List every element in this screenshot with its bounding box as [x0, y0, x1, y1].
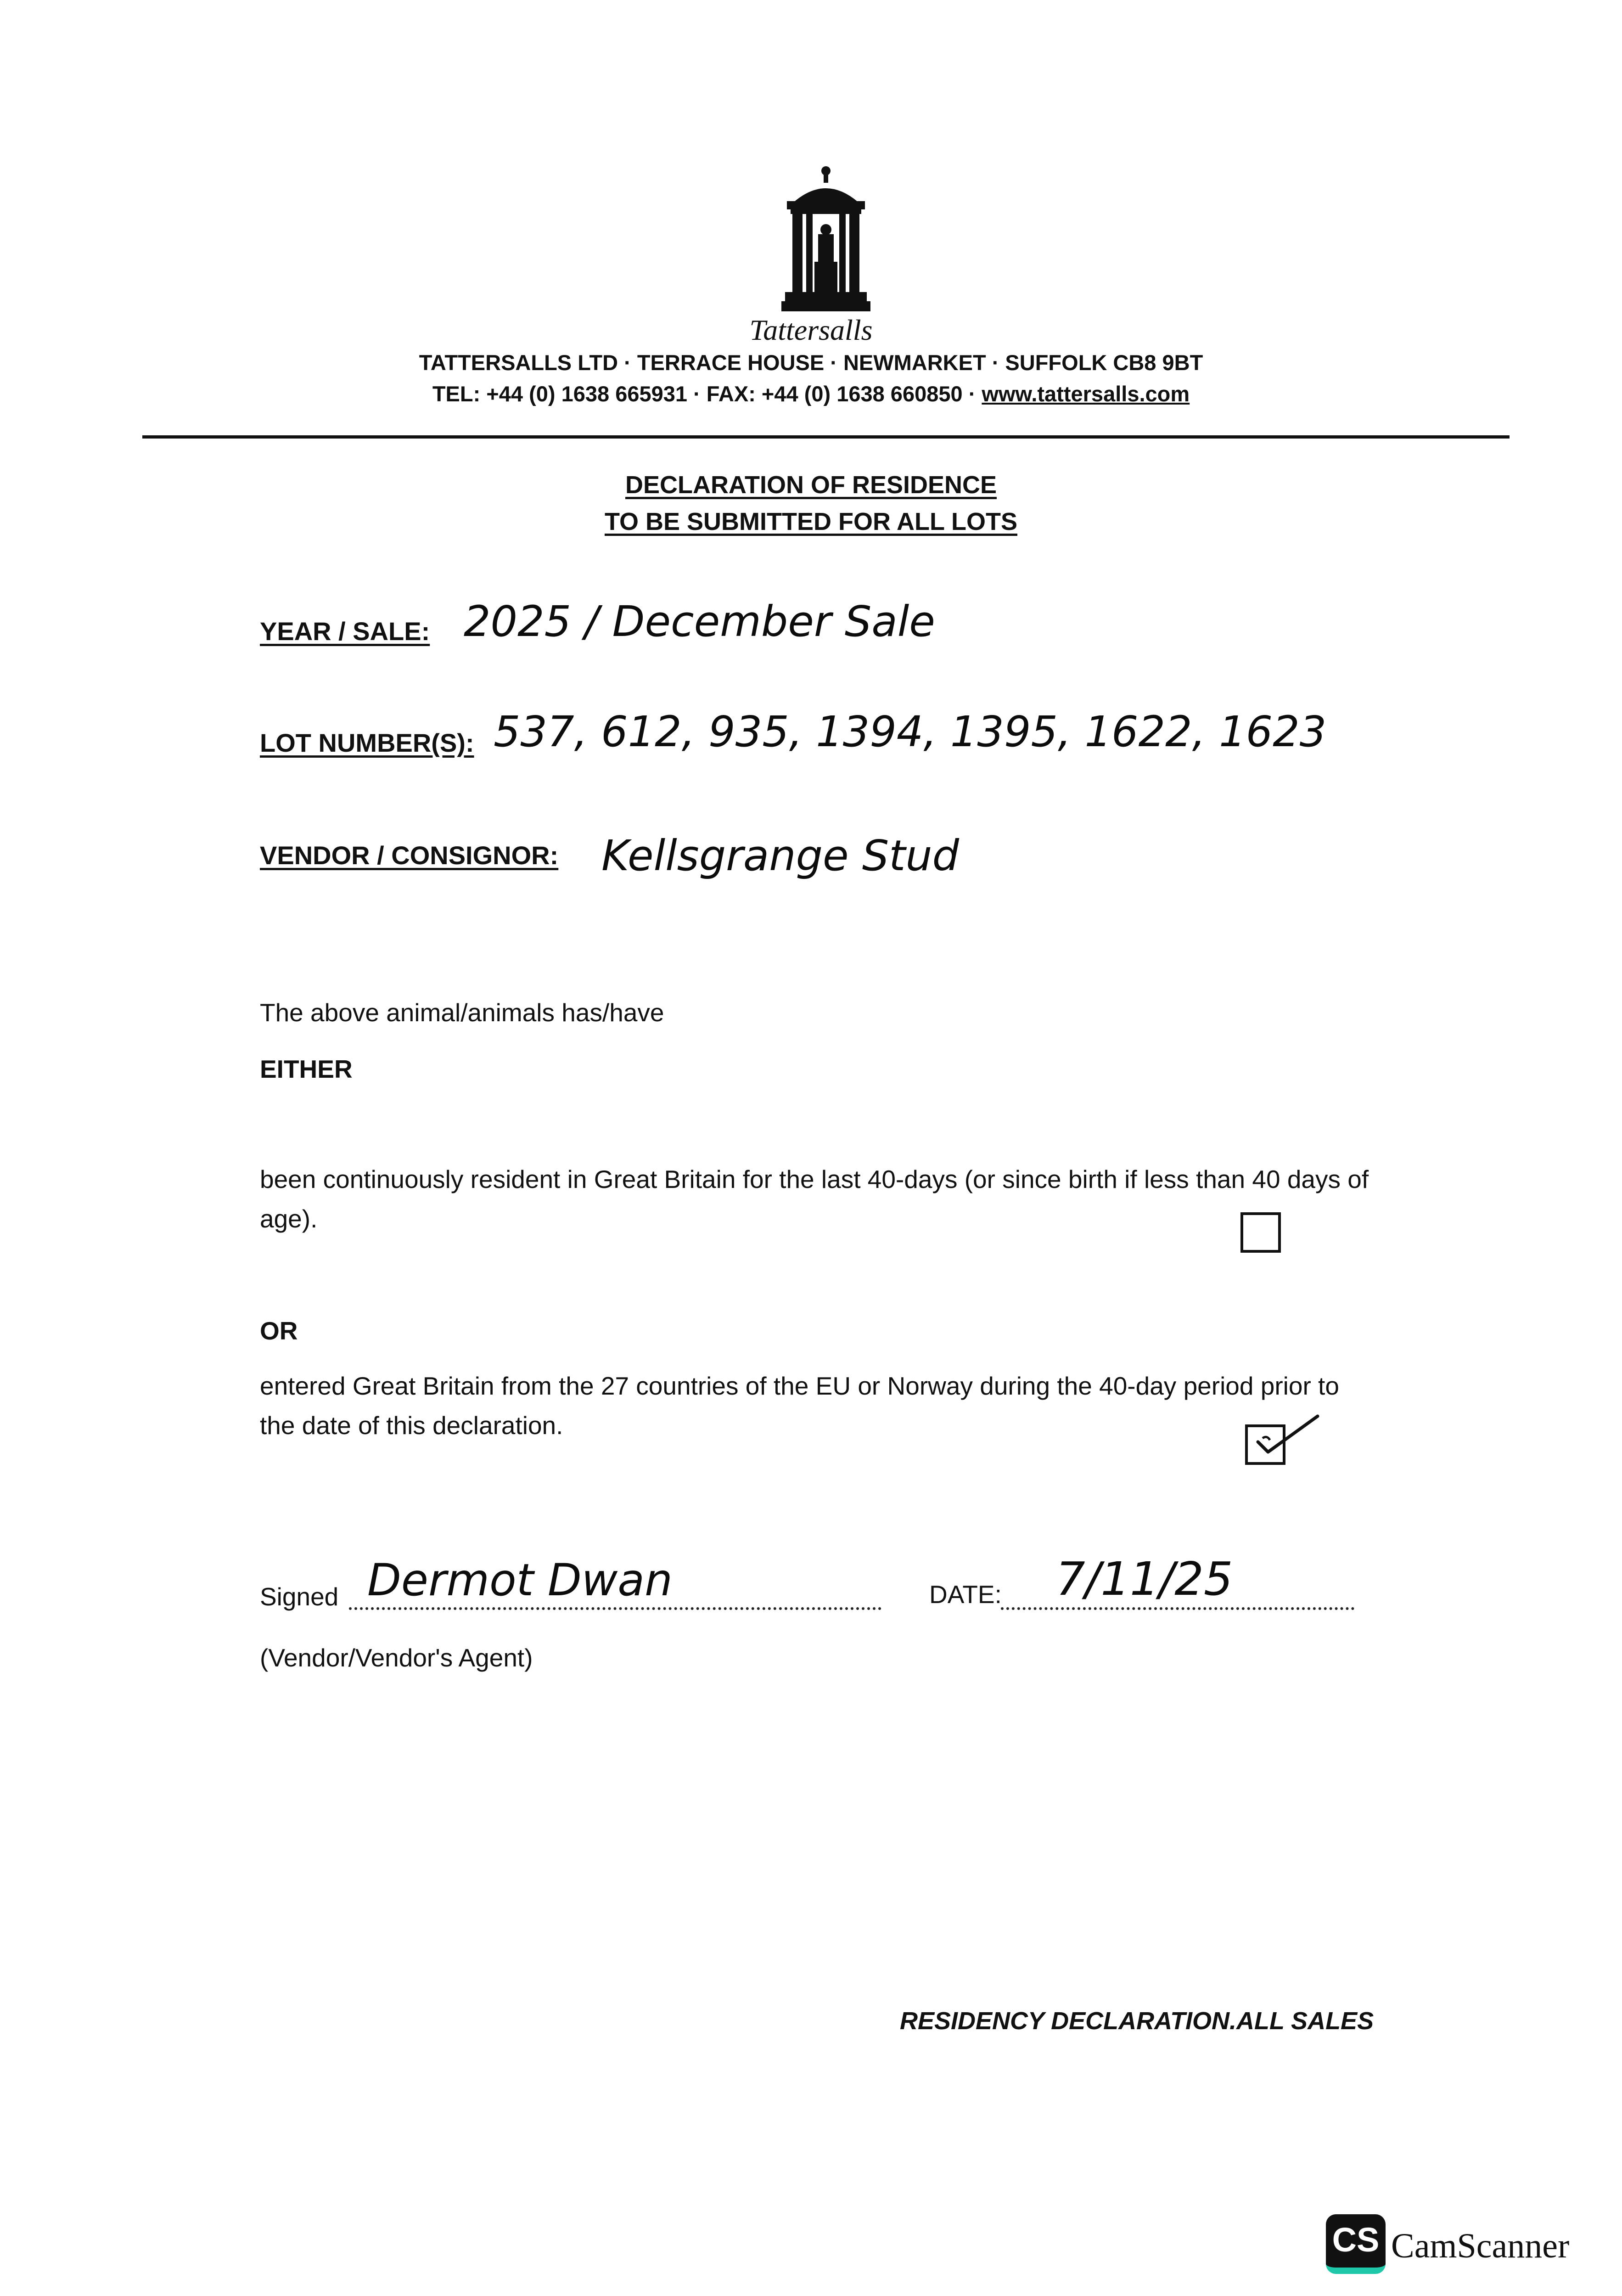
date-line: [1001, 1607, 1354, 1610]
date-label: DATE:: [929, 1580, 1002, 1609]
vendor-value[interactable]: Kellsgrange Stud: [601, 831, 960, 880]
or-heading: OR: [260, 1317, 298, 1345]
brand-name: Tattersalls: [749, 314, 873, 346]
lot-numbers-label: LOT NUMBER(S):: [260, 728, 474, 757]
tattersalls-logo: [769, 165, 883, 317]
camscanner-logo: [1326, 2214, 1386, 2274]
form-subtitle: TO BE SUBMITTED FOR ALL LOTS: [605, 508, 1017, 535]
contact-line: [0, 381, 1622, 406]
option2-text: entered Great Britain from the 27 countries of the EU or Norway during the 40-day period prior to the date of this declaration.: [260, 1372, 1339, 1440]
signer-role: (Vendor/Vendor's Agent): [260, 1643, 533, 1672]
address-line: TATTERSALLS LTD · TERRACE HOUSE · NEWMARKET · SUFFOLK CB8 9BT: [419, 350, 1203, 375]
year-sale-label: YEAR / SALE:: [260, 617, 430, 646]
form-title: DECLARATION OF RESIDENCE: [625, 471, 997, 499]
option1-text: been continuously resident in Great Britain for the last 40-days (or since birth if less than 40 days of age).: [260, 1165, 1369, 1233]
signature-line: [349, 1607, 881, 1610]
camscanner-text: CamScanner: [1391, 2227, 1570, 2265]
camscanner-badge-text: CS: [1332, 2221, 1380, 2259]
lot-numbers-value[interactable]: 537, 612, 935, 1394, 1395, 1622, 1623: [494, 707, 1327, 756]
website-link[interactable]: www.tattersalls.com: [982, 382, 1190, 406]
date-value[interactable]: 7/11/25: [1056, 1552, 1233, 1606]
statement-intro: The above animal/animals has/have: [260, 998, 664, 1027]
year-sale-value[interactable]: 2025 / December Sale: [464, 597, 935, 646]
signature-value[interactable]: Dermot Dwan: [367, 1554, 673, 1606]
form-footer-name: RESIDENCY DECLARATION.ALL SALES: [900, 2007, 1374, 2035]
vendor-label: VENDOR / CONSIGNOR:: [260, 841, 559, 870]
signed-label: Signed: [260, 1582, 339, 1611]
either-heading: EITHER: [260, 1055, 353, 1083]
option2-tick-mark: [1240, 1410, 1322, 1469]
contact-phone-fax: TEL: +44 (0) 1638 665931 · FAX: +44 (0) 1638 660850 ·: [432, 382, 982, 406]
header-divider: [142, 435, 1510, 439]
option1-checkbox[interactable]: [1240, 1212, 1281, 1253]
